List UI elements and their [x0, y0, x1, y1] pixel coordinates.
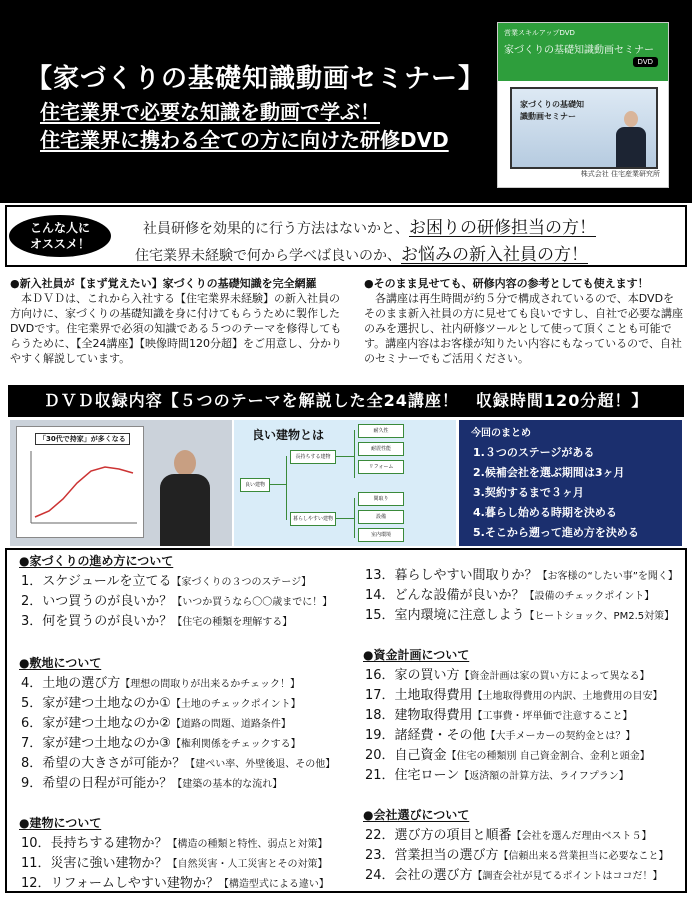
- dvd-series-label: 営業スキルアップDVD: [504, 29, 575, 37]
- lesson-item: [365, 864, 663, 883]
- preview-summary-image: [459, 420, 682, 546]
- diagram-line: [336, 456, 354, 457]
- lesson-title: 15．室内環境に注意しよう: [365, 608, 525, 623]
- speaker-head: [174, 450, 196, 476]
- dvd-cover-band: [498, 23, 668, 81]
- dvd-cover-image: [497, 22, 669, 188]
- lesson-item: [21, 712, 291, 731]
- lesson-item: [21, 570, 311, 589]
- summary-slide-title: 今回のまとめ: [471, 428, 531, 439]
- lesson-title: 4．土地の選び方: [21, 676, 121, 691]
- dvd-screen-text: 家づくりの基礎知識動画セミナー: [520, 100, 584, 121]
- description-left: [10, 276, 346, 366]
- lesson-item: [365, 764, 629, 783]
- recommend-line-1-highlight: お困りの研修担当の方！: [409, 218, 596, 238]
- header-banner: [0, 0, 692, 203]
- diagram-line: [354, 498, 355, 538]
- lesson-note: 【設備のチェックポイント】: [524, 591, 655, 602]
- lesson-note: 【住宅の種類を理解する】: [172, 617, 293, 628]
- diagram-box-5: リフォーム: [358, 460, 404, 474]
- recommend-badge-line2: オススメ！: [30, 237, 90, 251]
- presenter-figure: [616, 111, 646, 167]
- lesson-title: 12．リフォームしやすい建物か？: [21, 876, 219, 891]
- contents-bar: ＤＶＤ収録内容【５つのテーマを解説した全24講座！ 収録時間120分超！】: [8, 385, 684, 417]
- curriculum-box: [5, 548, 687, 893]
- lesson-item: [21, 732, 301, 751]
- lesson-title: 6．家が建つ土地なのか②: [21, 716, 171, 731]
- description-right-heading: ●そのまま見せても、研修内容の参考としても使えます！: [364, 277, 649, 290]
- diagram-box-7: 設備: [358, 510, 404, 524]
- diagram-box-root: 良い建物: [240, 478, 270, 492]
- presenter-body: [616, 127, 646, 167]
- lesson-item: [21, 832, 328, 851]
- lesson-item: [365, 604, 674, 623]
- lesson-title: 10．長持ちする建物か？: [21, 836, 168, 851]
- lesson-item: [365, 684, 663, 703]
- lesson-title: 24．会社の選び方: [365, 868, 473, 883]
- recommend-line-2-highlight: お悩みの新入社員の方！: [401, 245, 588, 265]
- lecture-slide-title: 「30代で持家」が多くなる: [35, 433, 130, 445]
- presenter-head: [624, 111, 638, 127]
- subtitle-1: 住宅業界で必要な知識を動画で学ぶ！: [40, 100, 380, 124]
- summary-item-2: 2.候補会社を選ぶ期間は3ヶ月: [473, 466, 625, 479]
- lesson-title: 2．いつ買うのが良いか？: [21, 594, 173, 609]
- lesson-title: 18．建物取得費用: [365, 708, 473, 723]
- diagram-box-6: 間取り: [358, 492, 404, 506]
- diagram-box-1: 長持ちする建物: [290, 450, 336, 464]
- lesson-title: 20．自己資金: [365, 748, 447, 763]
- lesson-item: [21, 872, 329, 891]
- lesson-item: [365, 564, 678, 583]
- lesson-item: [21, 752, 335, 771]
- lesson-item: [21, 772, 282, 791]
- section-heading-building: ●建物について: [19, 816, 102, 830]
- lesson-title: 16．家の買い方: [365, 668, 460, 683]
- lesson-note: 【理想の間取りが出来るかチェック！】: [120, 679, 300, 690]
- preview-diagram-image: [234, 420, 456, 546]
- recommendation-box: [5, 205, 687, 267]
- lesson-item: [21, 692, 301, 711]
- lesson-title: 23．営業担当の選び方: [365, 848, 499, 863]
- dvd-badge: DVD: [633, 57, 658, 67]
- lesson-note: 【返済額の計算方法、ライフプラン】: [459, 771, 629, 782]
- diagram-box-4: 耐震性能: [358, 442, 404, 456]
- lesson-note: 【住宅の種類別 自己資金割合、金利と頭金】: [446, 751, 650, 762]
- lesson-item: [365, 664, 650, 683]
- lesson-title: 22．選び方の項目と順番: [365, 828, 512, 843]
- subtitle-2: 住宅業界に携わる全ての方に向けた研修DVD: [40, 128, 449, 152]
- lesson-note: 【家づくりの３つのステージ】: [171, 577, 312, 588]
- lesson-title: 14．どんな設備が良いか？: [365, 588, 525, 603]
- recommend-badge: [9, 215, 111, 257]
- lesson-item: [365, 584, 654, 603]
- lecture-slide-chart: [17, 427, 145, 539]
- lesson-note: 【土地取得費用の内訳、土地費用の目安】: [472, 691, 663, 702]
- description-right: [364, 276, 684, 366]
- lesson-note: 【いつか買うなら〇〇歳までに！】: [172, 597, 333, 608]
- lecture-slide: [16, 426, 144, 538]
- recommend-line-1: [143, 213, 596, 238]
- recommend-badge-line1: こんな人に: [29, 221, 90, 235]
- diagram-line: [354, 430, 355, 478]
- lesson-item: [21, 590, 332, 609]
- lesson-note: 【構造の種類と特性、弱点と対策】: [167, 839, 328, 850]
- lesson-title: 5．家が建つ土地なのか①: [21, 696, 171, 711]
- lesson-item: [21, 852, 328, 871]
- preview-lecture-image: [10, 420, 232, 546]
- speaker-figure: [160, 450, 210, 546]
- page-title: 【家づくりの基礎知識動画セミナー】: [26, 64, 486, 94]
- lesson-note: 【土地のチェックポイント】: [170, 699, 301, 710]
- lesson-note: 【構造型式による違い】: [218, 879, 329, 890]
- section-heading-process: ●家づくりの進め方について: [19, 554, 174, 568]
- lesson-item: [365, 704, 633, 723]
- lesson-item: [21, 610, 292, 629]
- lesson-note: 【自然災害・人工災害とその対策】: [167, 859, 328, 870]
- lesson-note: 【大手メーカーの契約金とは？】: [485, 731, 636, 742]
- lesson-note: 【建築の基本的な流れ】: [172, 779, 283, 790]
- lesson-note: 【道路の問題、道路条件】: [170, 719, 291, 730]
- diagram-box-3: 耐久性: [358, 424, 404, 438]
- lesson-title: 11．災害に強い建物か？: [21, 856, 168, 871]
- diagram-box-8: 室内環境: [358, 528, 404, 542]
- lesson-note: 【ヒートショック、PM2.5対策】: [524, 611, 675, 622]
- lesson-note: 【工事費・坪単価で注意すること】: [472, 711, 633, 722]
- section-heading-company: ●会社選びについて: [363, 808, 470, 822]
- lesson-item: [365, 844, 669, 863]
- lesson-note: 【権利関係をチェックする】: [170, 739, 301, 750]
- diagram-line: [336, 518, 354, 519]
- lesson-note: 【お客様の“したい事”を聞く】: [537, 571, 678, 582]
- lesson-title: 19．諸経費・その他: [365, 728, 486, 743]
- section-heading-land: ●敷地について: [19, 656, 102, 670]
- description-left-body: 本ＤＶＤは、これから入社する【住宅業界未経験】の新入社員の方向けに、家づくりの基礎知識を身に付けてもらうために製作したDVDです。住宅業界で必須の知識である５つのテーマを修得してもらうために、【全24講座】【映像時間120分超】をご用意し、分かりやすく解説しています。: [10, 292, 342, 365]
- summary-item-5: 5.そこから遡って進め方を決める: [473, 526, 639, 539]
- lesson-note: 【信頼出来る営業担当に必要なこと】: [498, 851, 669, 862]
- lesson-title: 21．住宅ローン: [365, 768, 460, 783]
- diagram-slide-title: 良い建物とは: [252, 428, 325, 442]
- dvd-title-label: 家づくりの基礎知識動画セミナー: [504, 45, 654, 56]
- recommend-line-1-text: 社員研修を効果的に行う方法はないかと、: [143, 221, 409, 237]
- recommend-line-2: [135, 240, 588, 265]
- lesson-title: 9．希望の日程が可能か？: [21, 776, 173, 791]
- lesson-item: [365, 744, 650, 763]
- lesson-title: 17．土地取得費用: [365, 688, 473, 703]
- lesson-note: 【資金計画は家の買い方によって異なる】: [459, 671, 650, 682]
- lesson-title: 1．スケジュールを立てる: [21, 574, 172, 589]
- lesson-note: 【会社を選んだ理由ベスト５】: [511, 831, 652, 842]
- lesson-title: 13．暮らしやすい間取りか？: [365, 568, 538, 583]
- summary-item-1: 1.３つのステージがある: [473, 446, 595, 459]
- section-heading-finance: ●資金計画について: [363, 648, 470, 662]
- description-left-heading: ●新入社員が【まず覚えたい】家づくりの基礎知識を完全網羅: [10, 277, 317, 290]
- dvd-company: 株式会社 住宅産業研究所: [580, 170, 660, 178]
- lesson-note: 【建ぺい率、外壁後退、その他】: [185, 759, 336, 770]
- summary-item-4: 4.暮らし始める時期を決める: [473, 506, 617, 519]
- lesson-title: 3．何を買うのが良いか？: [21, 614, 173, 629]
- diagram-line: [286, 456, 287, 520]
- lesson-item: [365, 824, 652, 843]
- diagram-line: [270, 484, 286, 485]
- lesson-item: [21, 672, 300, 691]
- summary-item-3: 3.契約するまで３ヶ月: [473, 486, 584, 499]
- description-right-body: 各講座は再生時間が約５分で構成されているので、本DVDをそのまま新入社員の方に見せても良いですし、自社で必要な講座のみを選択し、社内研修ツールとして使って頂くことも可能です。講座内容はお客様が知りたい内容にもなっているので、自社のセミナーでもご活用ください。: [364, 292, 683, 365]
- lesson-title: 8．希望の大きさが可能か？: [21, 756, 186, 771]
- speaker-body: [160, 474, 210, 546]
- lesson-note: 【調査会社が見てるポイントはココだ！】: [472, 871, 663, 882]
- dvd-screen-image: [510, 87, 658, 169]
- lesson-title: 7．家が建つ土地なのか③: [21, 736, 171, 751]
- recommend-line-2-text: 住宅業界未経験で何から学べば良いのか、: [135, 248, 401, 264]
- lesson-item: [365, 724, 635, 743]
- diagram-box-2: 暮らしやすい建物: [290, 512, 336, 526]
